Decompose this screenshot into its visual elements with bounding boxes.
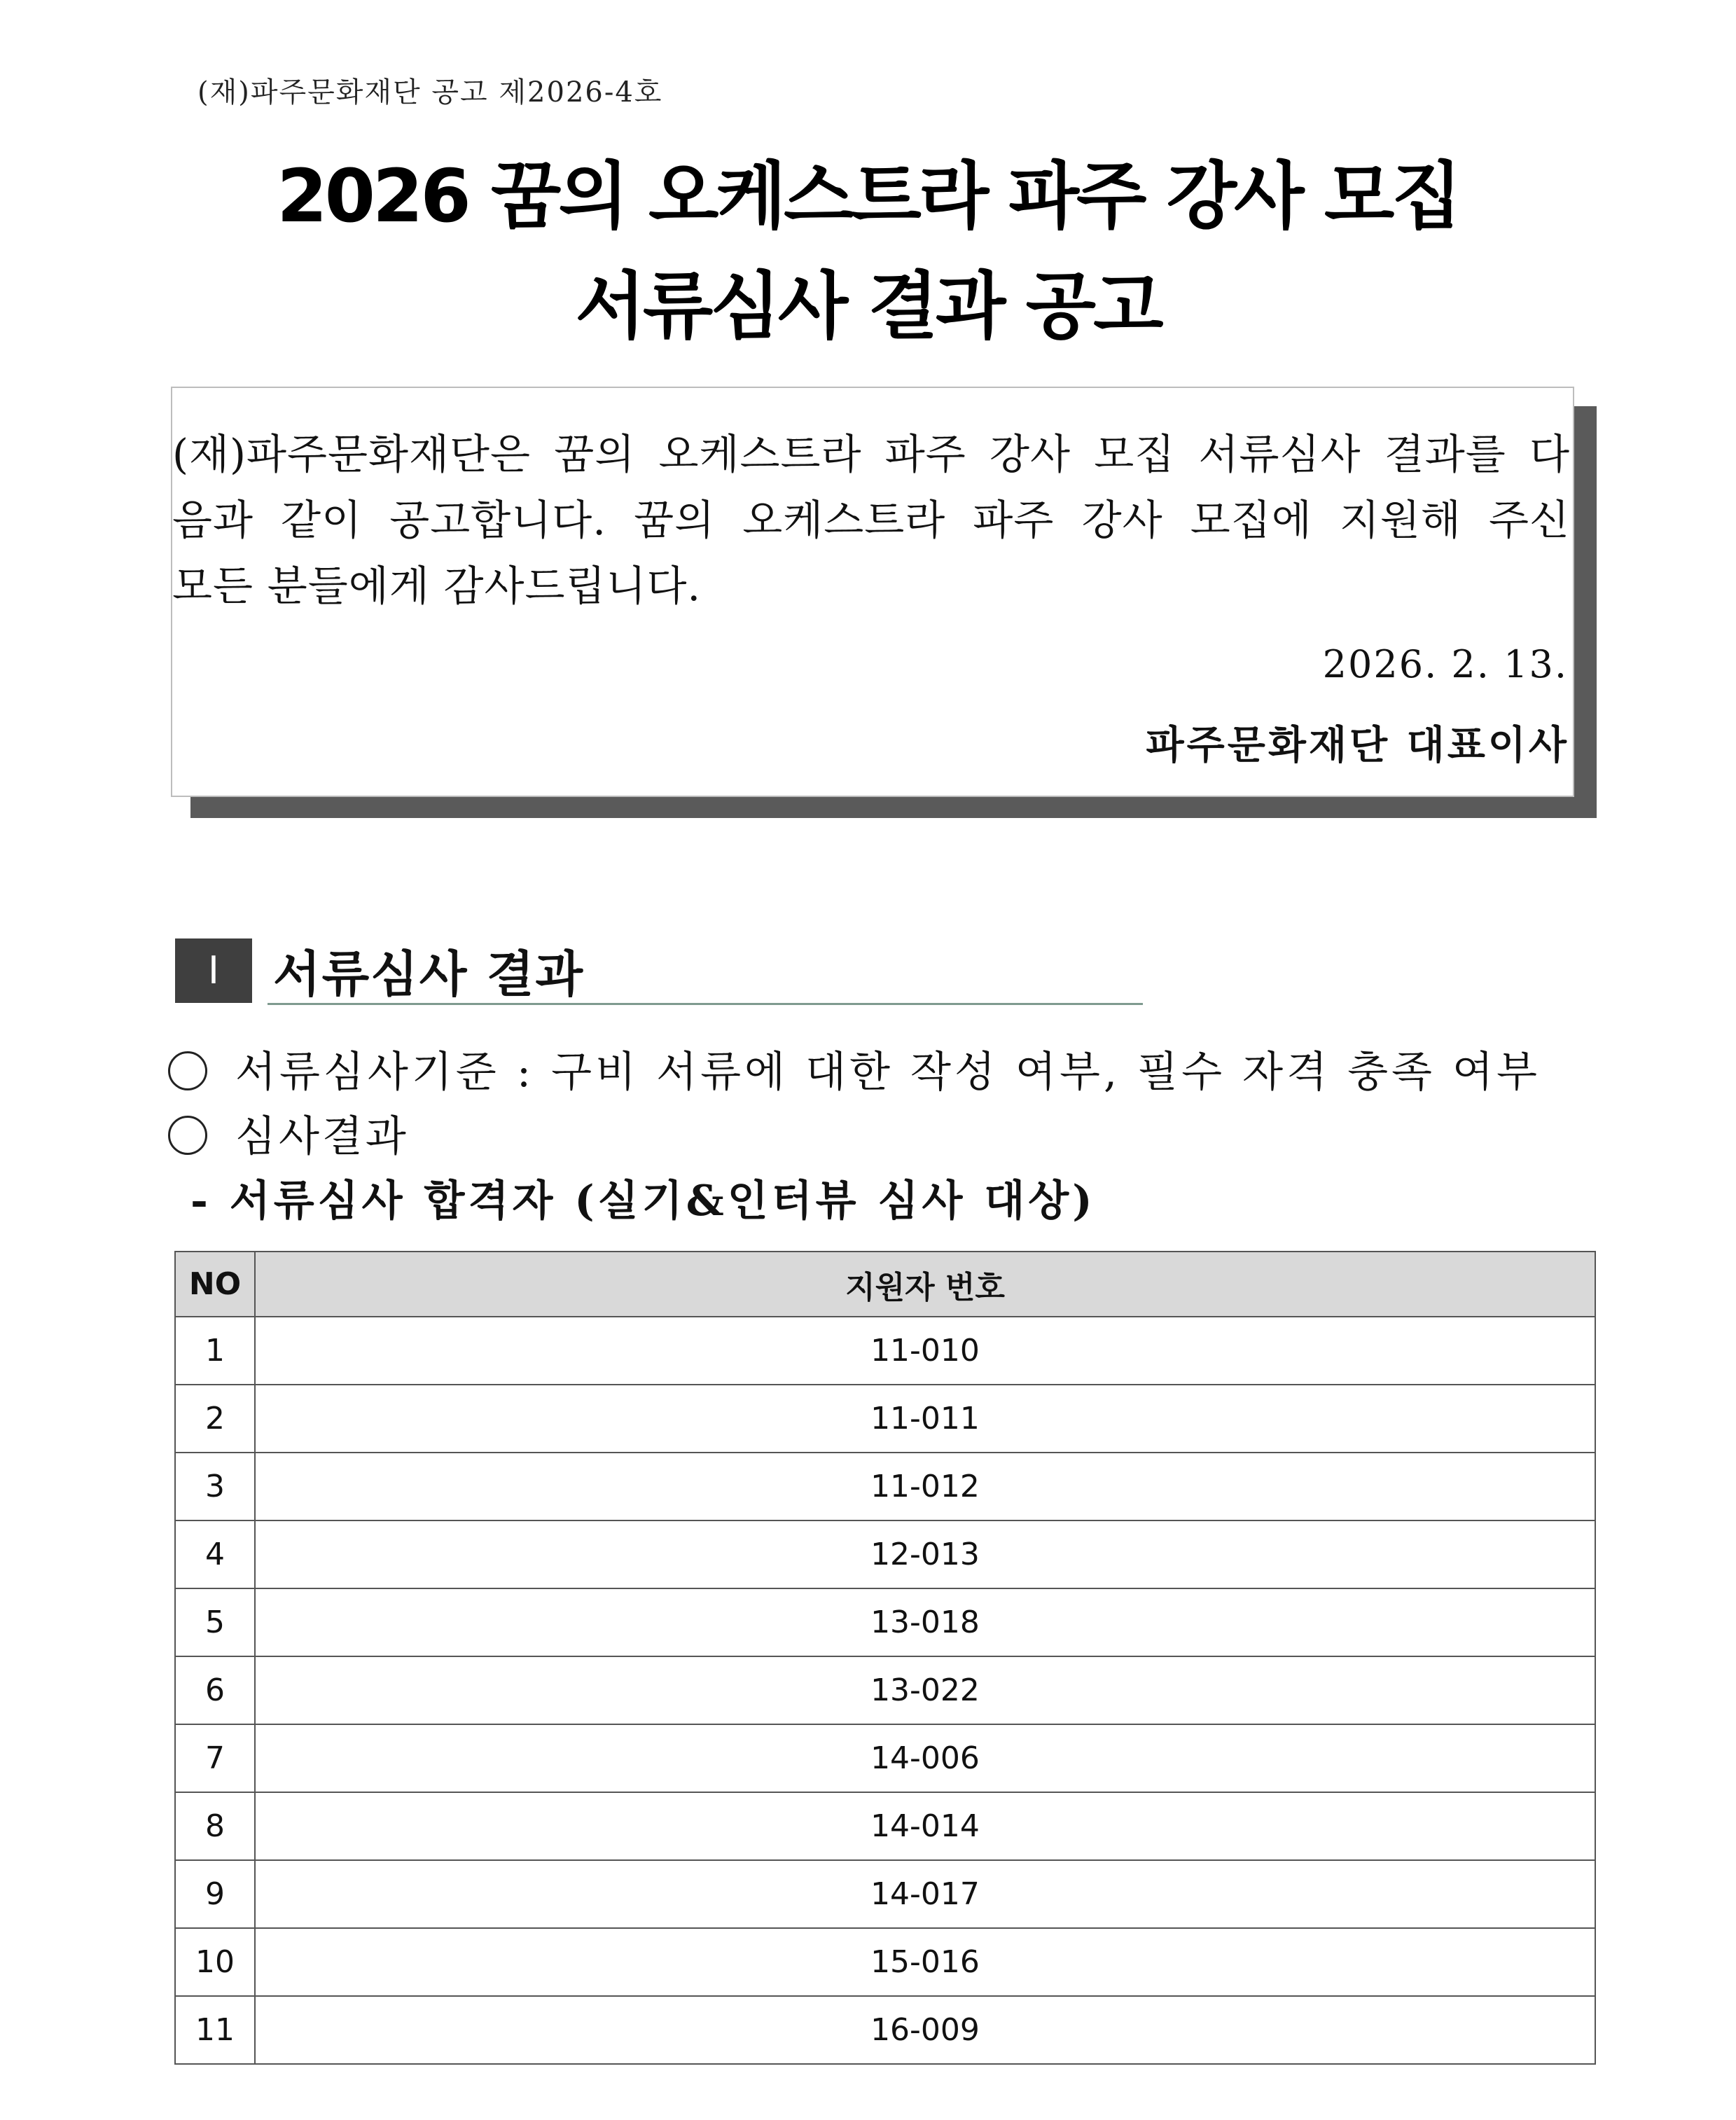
page-title: 2026 꿈의 오케스트라 파주 강사 모집 xyxy=(277,153,1459,239)
table-header-row xyxy=(175,1252,1595,1317)
applicant-number: 16-009 xyxy=(255,1996,1595,2064)
applicant-number: 12-013 xyxy=(255,1520,1595,1588)
table-row xyxy=(175,1385,1595,1453)
table-row xyxy=(175,1453,1595,1520)
notice-line-2: 음과 같이 공고합니다. 꿈의 오케스트라 파주 강사 모집에 지원해 주신 xyxy=(172,496,1570,544)
row-number: 5 xyxy=(175,1588,255,1656)
table-row xyxy=(175,1996,1595,2064)
applicant-number: 13-022 xyxy=(255,1656,1595,1724)
notice-body xyxy=(172,422,1570,619)
criteria-item xyxy=(168,1039,1576,1099)
results-table xyxy=(174,1251,1596,2065)
applicant-number: 11-012 xyxy=(255,1453,1595,1520)
row-number: 11 xyxy=(175,1996,255,2064)
page-subtitle: 서류심사 결과 공고 xyxy=(575,263,1161,349)
sub-heading: - 서류심사 합격자 (실기&인터뷰 심사 대상) xyxy=(190,1177,1096,1226)
row-number: 6 xyxy=(175,1656,255,1724)
section-underline xyxy=(268,1003,1143,1005)
applicant-number: 13-018 xyxy=(255,1588,1595,1656)
table-row xyxy=(175,1520,1595,1588)
applicant-number: 14-017 xyxy=(255,1860,1595,1928)
row-number: 3 xyxy=(175,1453,255,1520)
table-row xyxy=(175,1588,1595,1656)
column-header-no: NO xyxy=(175,1252,255,1317)
notice-signature: 파주문화재단 대표이사 xyxy=(1146,722,1569,768)
row-number: 10 xyxy=(175,1928,255,1996)
criteria-text: 서류심사기준 : 구비 서류에 대한 작성 여부, 필수 자격 충족 여부 xyxy=(235,1048,1541,1097)
circle-bullet-icon xyxy=(168,1116,207,1155)
table-row xyxy=(175,1656,1595,1724)
result-label: 심사결과 xyxy=(235,1112,409,1161)
row-number: 1 xyxy=(175,1317,255,1385)
notice-line-1: (재)파주문화재단은 꿈의 오케스트라 파주 강사 모집 서류심사 결과를 다 xyxy=(172,430,1570,478)
table-row xyxy=(175,1928,1595,1996)
notice-number: (재)파주문화재단 공고 제2026-4호 xyxy=(197,76,663,109)
row-number: 2 xyxy=(175,1385,255,1453)
applicant-number: 11-011 xyxy=(255,1385,1595,1453)
column-header-applicant-number: 지원자 번호 xyxy=(255,1252,1595,1317)
applicant-number: 15-016 xyxy=(255,1928,1595,1996)
applicant-number: 14-014 xyxy=(255,1792,1595,1860)
notice-date: 2026. 2. 13. xyxy=(1322,642,1568,686)
row-number: 7 xyxy=(175,1724,255,1792)
table-row xyxy=(175,1317,1595,1385)
row-number: 9 xyxy=(175,1860,255,1928)
applicant-number: 11-010 xyxy=(255,1317,1595,1385)
applicant-number: 14-006 xyxy=(255,1724,1595,1792)
table-row xyxy=(175,1724,1595,1792)
circle-bullet-icon xyxy=(168,1051,207,1090)
row-number: 4 xyxy=(175,1520,255,1588)
result-item xyxy=(168,1103,409,1163)
table-row xyxy=(175,1792,1595,1860)
row-number: 8 xyxy=(175,1792,255,1860)
notice-line-3: 모든 분들에게 감사드립니다. xyxy=(172,562,702,610)
table-row xyxy=(175,1860,1595,1928)
section-title: 서류심사 결과 xyxy=(273,945,585,1003)
section-number-badge: I xyxy=(175,938,252,1003)
